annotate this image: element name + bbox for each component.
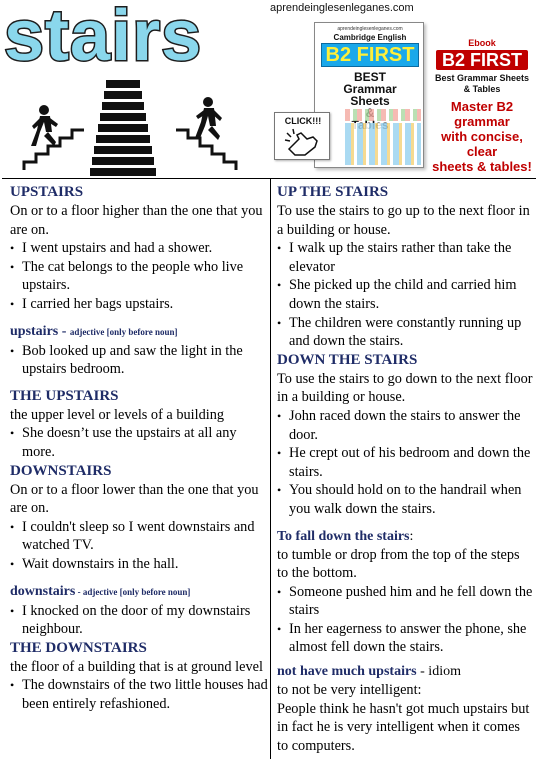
column-divider [270, 179, 271, 759]
entry-definition: To use the stairs to go up to the next floor in a building or house. [277, 203, 530, 238]
book-site: aprendeinglesenleganes.com [337, 26, 403, 32]
part-of-speech: adjective [only before noun] [82, 586, 191, 597]
entry-definition: the floor of a building that is at ground level [10, 658, 263, 675]
example-item: • You should hold on to the handrail when you walk down the stairs. [277, 481, 533, 518]
example-list [277, 407, 533, 519]
ebook-promo-text [426, 99, 538, 174]
example-item: • I knocked on the door of my downstairs neighbour. [10, 602, 268, 639]
entry-heading: downstairs [10, 583, 76, 599]
example-list [10, 342, 268, 379]
left-steps-icon [24, 130, 84, 170]
entry-definition: On or to a floor higher than the one that you are on. [10, 203, 263, 238]
example-item: • The cat belongs to the people who live upstairs. [10, 258, 268, 295]
content-area [2, 178, 536, 758]
entry-definition: to tumble or drop from the top of the steps to the bottom. [277, 546, 520, 582]
promo-line-1: Master B2 grammar [450, 99, 514, 129]
entry-definition: To use the stairs to go down to the next floor in a building or house. [277, 370, 533, 406]
entry-heading: UPSTAIRS [10, 184, 84, 200]
entry-up-the-stairs [277, 183, 533, 351]
example-list [277, 583, 533, 657]
entry-heading: To fall down the stairs [277, 528, 410, 544]
entry-definition: the upper level or levels of a building [10, 406, 224, 423]
entry-downstairs-adjective [10, 582, 268, 639]
example-item: • I walk up the stairs rather than take the elevator [277, 239, 533, 276]
example-list [10, 239, 268, 313]
ebook-promo[interactable] [426, 38, 538, 174]
ebook-subtitle [426, 73, 538, 95]
entry-definition: to not be very intelligent: [277, 682, 422, 699]
page-title: stairs [4, 0, 203, 76]
entry-definition: On or to a floor lower than the one that you are on. [10, 481, 259, 517]
ebook-subtitle-1: Best Grammar Sheets [434, 73, 530, 83]
example-list [10, 602, 268, 639]
example-item: • I carried her bags upstairs. [10, 295, 268, 314]
entry-the-upstairs [10, 387, 268, 462]
sheet-thumbnails-top [345, 109, 421, 121]
entry-heading: upstairs [10, 323, 59, 339]
entry-heading: DOWN THE STAIRS [277, 351, 418, 368]
click-button[interactable] [274, 112, 330, 160]
pointing-hand-icon [283, 127, 323, 157]
part-of-speech: adjective [only before noun] [69, 326, 178, 337]
right-steps-icon [176, 130, 236, 170]
entry-heading-line [10, 582, 268, 602]
left-column [10, 183, 268, 713]
example-list [10, 518, 268, 574]
example-item: • In her eagerness to answer the phone, she almost fell down the stairs. [277, 620, 533, 657]
right-column [277, 183, 533, 755]
ebook-level: B2 FIRST [436, 50, 528, 70]
entry-heading: not have much upstairs [277, 664, 417, 680]
example-item: • I couldn't sleep so I went downstairs and watched TV. [10, 518, 268, 555]
entry-down-the-stairs [277, 351, 533, 519]
example-item: • He crept out of his bedroom and down the stairs. [277, 444, 533, 481]
book-subtitle-3: Sheets [350, 94, 390, 108]
example-list [10, 424, 268, 461]
example-item: • The downstairs of the two little houses had been entirely refashioned. [10, 676, 268, 713]
ebook-subtitle-2: & Tables [463, 84, 501, 94]
entry-heading: DOWNSTAIRS [10, 462, 112, 479]
entry-fall-down-the-stairs [277, 527, 533, 658]
entry-heading-line [277, 662, 533, 681]
example-item: • Wait downstairs in the hall. [10, 555, 268, 574]
entry-heading-line [10, 322, 268, 342]
entry-upstairs [10, 183, 268, 314]
promo-line-3: sheets & tables! [432, 159, 532, 174]
example-item: • Bob looked up and saw the light in the upstairs bedroom. [10, 342, 268, 379]
idiom-label: - idiom [416, 664, 461, 680]
example-item: • I went upstairs and had a shower. [10, 239, 268, 258]
book-level-band: B2 FIRST [321, 43, 419, 67]
ebook-label: Ebook [468, 38, 496, 48]
ebook-cover[interactable] [314, 22, 424, 168]
sheet-thumbnails [345, 123, 421, 165]
example-item: • The children were constantly running up and down the stairs. [277, 314, 533, 351]
walking-down-person-icon [195, 97, 222, 140]
stairs-illustration [0, 76, 270, 176]
click-label: CLICK!!! [284, 116, 322, 126]
entry-downstairs [10, 462, 268, 574]
heading-colon: : [409, 528, 414, 544]
entry-not-have-much-upstairs [277, 662, 533, 755]
entry-upstairs-adjective [10, 322, 268, 379]
big-staircase-icon [90, 80, 156, 176]
website-url[interactable]: aprendeinglesenleganes.com [270, 2, 414, 14]
walking-up-person-icon [31, 105, 58, 146]
example-list [10, 676, 268, 713]
example-item: • Someone pushed him and he fell down the stairs [277, 583, 533, 620]
entry-heading-line [277, 527, 533, 546]
book-subtitle-1: BEST [353, 70, 386, 84]
entry-heading: THE DOWNSTAIRS [10, 639, 147, 656]
book-subtitle-2: Grammar [343, 82, 397, 96]
entry-example: People think he hasn't got much upstairs but in fact he is very intelligent when it comes to computers. [277, 700, 530, 754]
book-brand: Cambridge English [333, 33, 407, 42]
heading-dash: - [75, 586, 83, 597]
entry-heading: THE UPSTAIRS [10, 387, 119, 404]
example-item: • She picked up the child and carried him down the stairs. [277, 276, 533, 313]
example-list [277, 239, 533, 351]
header [0, 0, 538, 178]
entry-heading: UP THE STAIRS [277, 184, 389, 200]
book-subtitle [319, 71, 421, 131]
promo-line-2: with concise, clear [441, 129, 523, 159]
heading-dash: - [58, 323, 70, 339]
entry-the-downstairs [10, 639, 268, 714]
example-item: • She doesn’t use the upstairs at all any more. [10, 424, 268, 461]
example-item: • John raced down the stairs to answer the door. [277, 407, 533, 444]
